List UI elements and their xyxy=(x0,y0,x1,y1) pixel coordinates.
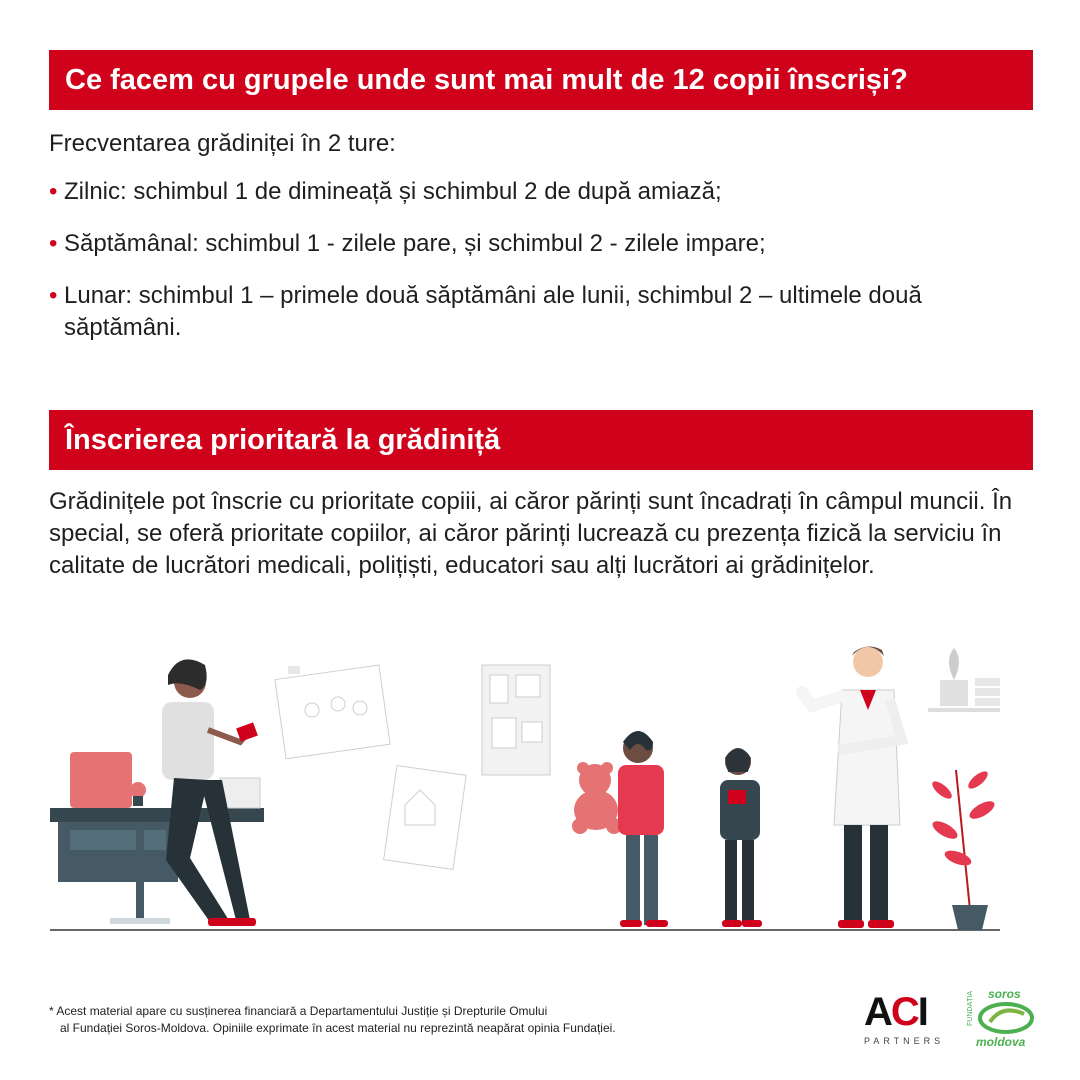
child-with-bear xyxy=(618,731,668,927)
kindergarten-illustration xyxy=(40,630,1040,950)
list-item-text: Săptămânal: schimbul 1 - zilele pare, și schimbul 2 - zilele impare; xyxy=(64,230,766,257)
list-item xyxy=(49,280,1039,344)
logo-letter: A xyxy=(864,990,891,1034)
soros-moldova-logo xyxy=(962,986,1042,1050)
logo-letter: C xyxy=(890,990,918,1034)
logo-text: FUNDAȚIA xyxy=(967,991,974,1026)
house-drawing xyxy=(384,766,467,870)
potted-plant xyxy=(930,768,998,930)
footnote xyxy=(49,1003,616,1037)
doctor-figure xyxy=(802,646,902,928)
section-banner-priority xyxy=(49,410,1033,470)
list-item-text: Lunar: schimbul 1 – primele două săptămâni ale lunii, schimbul 2 – ultimele două săptămâni. xyxy=(64,282,922,341)
section-title: Ce facem cu grupele unde sunt mai mult de 12 copii înscriși? xyxy=(65,63,908,96)
aci-partners-logo xyxy=(864,992,944,1046)
intro-text: Frecventarea grădiniței în 2 ture: xyxy=(49,130,396,157)
priority-paragraph: Grădinițele pot înscrie cu prioritate copiii, ai căror părinți sunt încadrați în câmpul muncii. În special, se oferă prioritate copiilor, ai căror părinți lucrează cu prezența fizică la serviciu în calitate de lucrători medicali, polițiști, educatori sau alți lucrători ai grădinițelor. xyxy=(49,488,1013,579)
bullet-icon: • xyxy=(49,178,58,205)
footnote-line-1: * Acest material apare cu susținerea financiară a Departamentului Justiție și Drepturile Omului xyxy=(49,1004,548,1018)
bullet-icon: • xyxy=(49,282,58,309)
shift-options-list xyxy=(49,176,1039,364)
list-item xyxy=(49,228,1039,260)
section-banner-shifts xyxy=(49,50,1033,110)
logo-text: soros xyxy=(988,987,1021,1001)
children-drawing xyxy=(275,665,390,759)
teddy-bear xyxy=(572,762,622,834)
list-item xyxy=(49,176,1039,208)
bullet-icon: • xyxy=(49,230,58,257)
wall-shelf xyxy=(928,648,1000,712)
logo-subtitle: PARTNERS xyxy=(864,1036,945,1046)
list-item-text: Zilnic: schimbul 1 de dimineață și schimbul 2 de după amiază; xyxy=(64,178,722,205)
section-title: Înscrierea prioritară la grădiniță xyxy=(65,423,501,456)
notice-board xyxy=(482,665,550,775)
small-child xyxy=(720,748,762,927)
logo-text: moldova xyxy=(976,1035,1026,1049)
logo-letter: I xyxy=(917,990,927,1034)
footnote-line-2: al Fundației Soros-Moldova. Opiniile exprimate în acest material nu reprezintă neapărat opinia Fundației. xyxy=(60,1021,616,1035)
